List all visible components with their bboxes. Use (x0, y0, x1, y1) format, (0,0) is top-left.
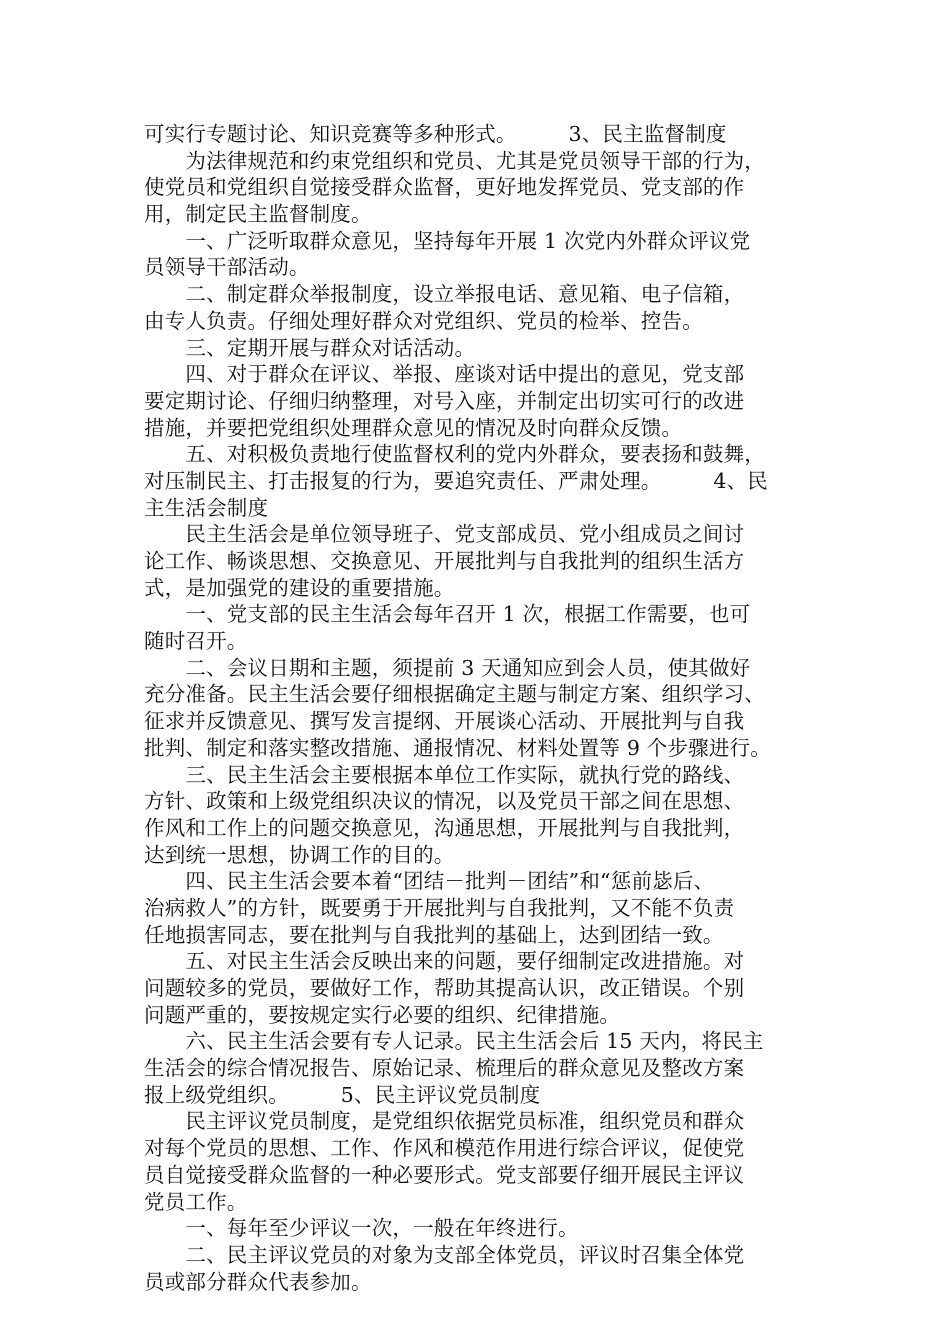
text-line: 五、对积极负责地行使监督权利的党内外群众，要表扬和鼓舞， (144, 442, 765, 467)
text-line: 对压制民主、打击报复的行为，要追究责任、严肃处理。 4、民 (144, 468, 768, 493)
text-line: 措施，并要把党组织处理群众意见的情况及时向群众反馈。 (144, 415, 683, 440)
text-line: 对每个党员的思想、工作、作风和模范作用进行综合评议，促使党 (144, 1136, 745, 1161)
text-line: 民主生活会是单位领导班子、党支部成员、党小组成员之间讨 (144, 522, 745, 547)
text-line: 二、会议日期和主题，须提前 3 天通知应到会人员，使其做好 (144, 655, 751, 680)
text-line: 方针、政策和上级党组织决议的情况，以及党员干部之间在思想、 (144, 789, 745, 814)
text-line: 报上级党组织。 5、民主评议党员制度 (144, 1082, 541, 1107)
text-line: 三、民主生活会主要根据本单位工作实际，就执行党的路线、 (144, 762, 745, 787)
text-line: 五、对民主生活会反映出来的问题，要仔细制定改进措施。对 (144, 949, 745, 974)
text-line: 员领导干部活动。 (144, 255, 310, 280)
text-line: 四、民主生活会要本着“团结－批判－团结”和“惩前毖后、 (144, 869, 715, 894)
text-line: 四、对于群众在评议、举报、座谈对话中提出的意见，党支部 (144, 362, 745, 387)
text-line: 问题严重的，要按规定实行必要的组织、纪律措施。 (144, 1002, 621, 1027)
text-line: 批判、制定和落实整改措施、通报情况、材料处置等 9 个步骤进行。 (144, 735, 771, 760)
text-line: 由专人负责。仔细处理好群众对党组织、党员的检举、控告。 (144, 308, 703, 333)
text-line: 治病救人”的方针，既要勇于开展批判与自我批判，又不能不负责 (144, 895, 735, 920)
document-body (144, 121, 834, 1295)
text-line: 用，制定民主监督制度。 (144, 202, 372, 227)
text-line: 二、制定群众举报制度，设立举报电话、意见箱、电子信箱， (144, 282, 745, 307)
text-line: 任地损害同志，要在批判与自我批判的基础上，达到团结一致。 (144, 922, 724, 947)
text-line: 充分准备。民主生活会要仔细根据确定主题与制定方案、组织学习、 (144, 682, 765, 707)
text-line: 随时召开。 (144, 629, 248, 654)
text-line: 为法律规范和约束党组织和党员、尤其是党员领导干部的行为， (144, 148, 765, 173)
text-line: 员自觉接受群众监督的一种必要形式。党支部要仔细开展民主评议 (144, 1162, 745, 1187)
text-line: 员或部分群众代表参加。 (144, 1269, 372, 1294)
text-line: 一、每年至少评议一次，一般在年终进行。 (144, 1216, 579, 1241)
text-line: 三、定期开展与群众对话活动。 (144, 335, 476, 360)
text-line: 可实行专题讨论、知识竞赛等多种形式。 3、民主监督制度 (144, 122, 727, 146)
text-line: 一、党支部的民主生活会每年召开 1 次，根据工作需要，也可 (144, 602, 751, 627)
text-line: 式，是加强党的建设的重要措施。 (144, 575, 455, 600)
text-line: 主生活会制度 (144, 495, 269, 520)
text-line: 一、广泛听取群众意见，坚持每年开展 1 次党内外群众评议党 (144, 228, 751, 253)
text-line: 要定期讨论、仔细归纳整理，对号入座，并制定出切实可行的改进 (144, 388, 745, 413)
text-line: 党员工作。 (144, 1189, 248, 1214)
text-line: 生活会的综合情况报告、原始记录、梳理后的群众意见及整改方案 (144, 1056, 745, 1081)
text-line: 达到统一思想，协调工作的目的。 (144, 842, 455, 867)
text-line: 六、民主生活会要有专人记录。民主生活会后 15 天内，将民主 (144, 1029, 764, 1054)
text-line: 问题较多的党员，要做好工作，帮助其提高认识，改正错误。个别 (144, 976, 745, 1000)
text-line: 征求并反馈意见、撰写发言提纲、开展谈心活动、开展批判与自我 (144, 709, 745, 734)
text-line: 作风和工作上的问题交换意见，沟通思想，开展批判与自我批判， (144, 815, 745, 840)
text-line: 使党员和党组织自觉接受群众监督，更好地发挥党员、党支部的作 (144, 175, 745, 200)
text-line: 民主评议党员制度，是党组织依据党员标准，组织党员和群众 (144, 1109, 745, 1134)
text-line: 论工作、畅谈思想、交换意见、开展批判与自我批判的组织生活方 (144, 549, 745, 573)
text-line: 二、民主评议党员的对象为支部全体党员，评议时召集全体党 (144, 1242, 745, 1267)
